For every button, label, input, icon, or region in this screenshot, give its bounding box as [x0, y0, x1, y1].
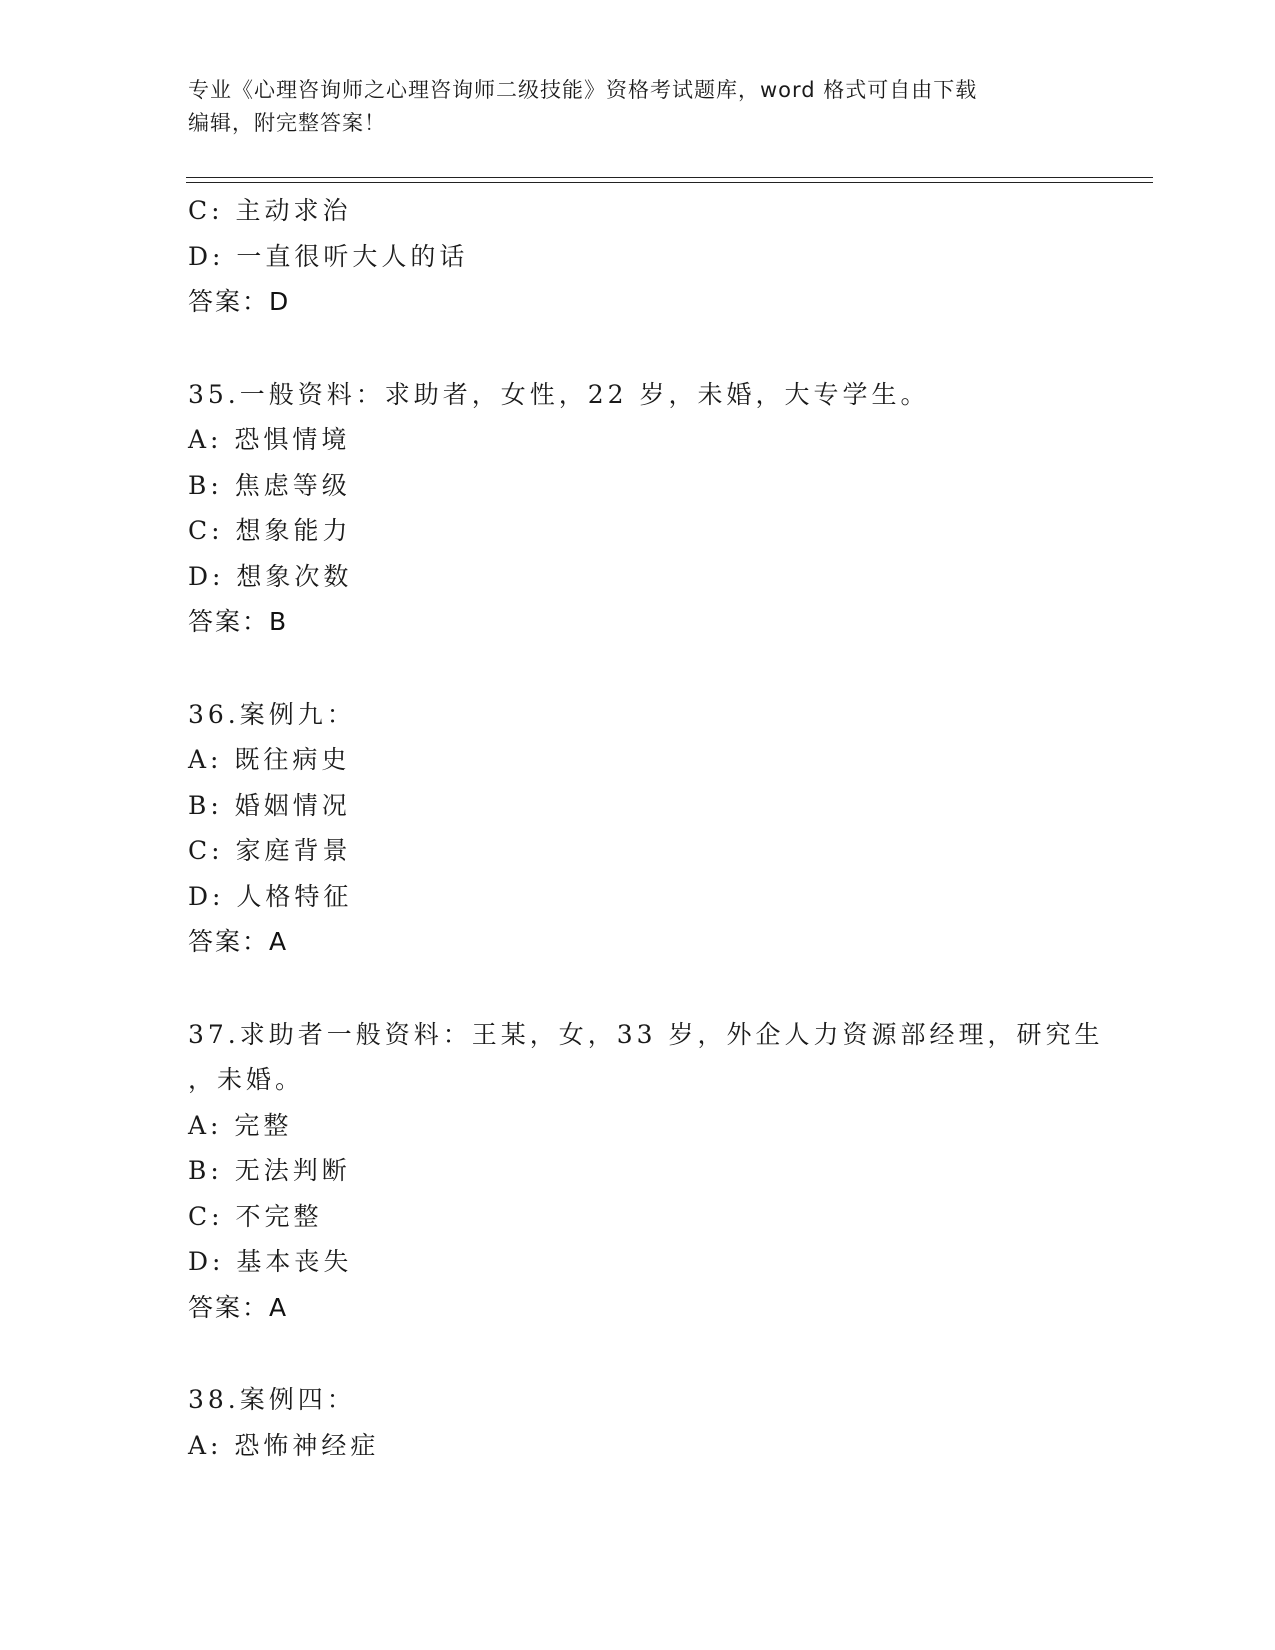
- question-list: [188, 188, 1104, 1468]
- question-text: 36.案例九：: [188, 699, 356, 729]
- option-b: B: 婚姻情况: [188, 790, 351, 820]
- option-b: B: 焦虑等级: [188, 470, 351, 500]
- spacer: [188, 965, 1088, 1012]
- option-a: A: 既往病史: [188, 745, 351, 774]
- header-line-1: 专业《心理咨询师之心理咨询师二级技能》资格考试题库，word 格式可自由下载: [188, 78, 978, 102]
- option-c: C: 主动求治: [188, 196, 352, 225]
- option-d: D: 一直很听大人的话: [188, 241, 469, 271]
- header-line-2: 编辑，附完整答案！: [188, 111, 386, 135]
- question-text: 35.一般资料：求助者，女性，22 岁，未婚，大专学生。: [188, 379, 930, 409]
- question-34-continued: [188, 188, 1088, 325]
- question-38: [188, 1377, 1088, 1468]
- document-header: [188, 74, 1088, 140]
- option-c: C: 家庭背景: [188, 836, 352, 865]
- question-35: [188, 372, 1088, 645]
- answer-line: 答案：D: [188, 287, 291, 316]
- spacer: [188, 645, 1088, 692]
- question-text: 38.案例四：: [188, 1385, 356, 1414]
- question-37: [188, 1012, 1104, 1331]
- option-a: A: 恐怖神经症: [188, 1430, 380, 1460]
- answer-line: 答案：A: [188, 1292, 289, 1322]
- option-a: A: 恐惧情境: [188, 425, 351, 454]
- header-rule-bottom: [186, 182, 1153, 183]
- option-a: A: 完整: [188, 1110, 293, 1140]
- option-d: D: 基本丧失: [188, 1247, 353, 1276]
- spacer: [188, 325, 1088, 372]
- question-text-line-2: ，未婚。: [188, 1065, 305, 1094]
- spacer: [188, 1330, 1088, 1377]
- option-c: C: 不完整: [188, 1201, 323, 1231]
- question-text-line-1: 37.求助者一般资料：王某，女，33 岁，外企人力资源部经理，研究生: [188, 1019, 1104, 1049]
- answer-line: 答案：A: [188, 927, 289, 956]
- header-rule-top: [186, 177, 1153, 178]
- option-d: D: 想象次数: [188, 561, 353, 591]
- answer-line: 答案：B: [188, 607, 289, 636]
- option-b: B: 无法判断: [188, 1156, 351, 1185]
- option-d: D: 人格特征: [188, 881, 353, 911]
- question-36: [188, 692, 1088, 965]
- option-c: C: 想象能力: [188, 516, 352, 545]
